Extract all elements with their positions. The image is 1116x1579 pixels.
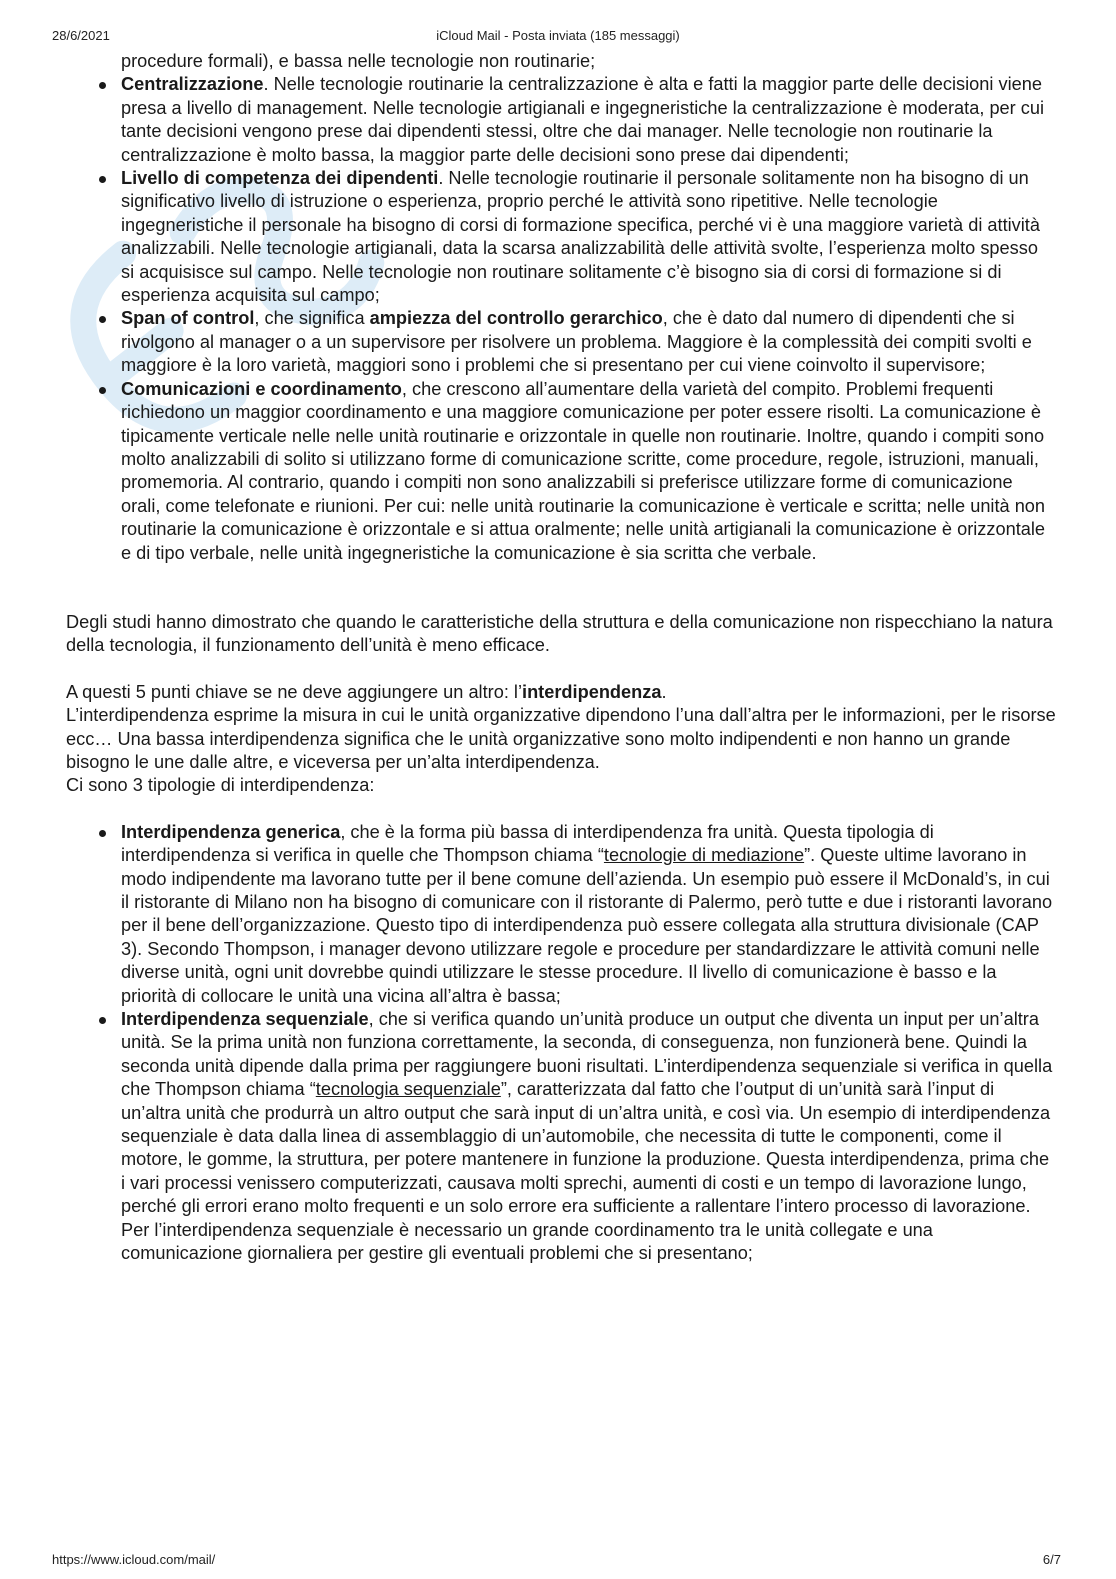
list-item xyxy=(66,821,1056,1008)
item-heading: Interdipendenza generica xyxy=(121,821,341,842)
footer-page-number: 6/7 xyxy=(1042,1552,1061,1567)
list-item xyxy=(66,73,1056,167)
paragraph-studi: Degli studi hanno dimostrato che quando le caratteristiche della struttura e della comunicazione non rispecchiano la natura della tecnologia, il funzionamento dell’unità è meno efficace. xyxy=(66,611,1053,656)
list-item xyxy=(66,1008,1056,1265)
bullet-list-characteristics xyxy=(66,73,1056,565)
bullet-list-interdependence xyxy=(66,821,1056,1266)
underlined-term: tecnologie di mediazione xyxy=(603,845,805,866)
item-text: , che è la forma più bassa di interdipendenza fra unità. Questa tipologia di interdipendenza si verifica in quelle che Thompson chiama “ xyxy=(121,821,934,866)
item-heading: Centralizzazione xyxy=(121,74,264,95)
item-text: , che crescono all’aumentare della varietà del compito. Problemi frequenti richiedono un maggior coordinamento e una maggiore comunicazione per poter essere risolti. La comunicazione è tipicamente verticale nelle nelle unità routinarie e orizzontale in quelle non routinarie. Inoltre, quando i compiti sono molto analizzabili di solito si utilizzano forme di comunicazione scritte, come procedure, regole, istruzioni, manuali, promemoria. Al contrario, quando i compiti non sono analizzabili si preferisce utilizzare forme di comunicazione orali, come telefonate e riunioni. Per cui: nelle unità routinarie la comunicazione è verticale e scritta; nelle unità non routinarie la comunicazione è orizzontale e si attua oralmente; nelle unità artigianali la comunicazione è orizzontale e di tipo verbale, nelle unità ingegneristiche la comunicazione è sia scritta che verbale. xyxy=(121,378,1046,563)
paragraph-punti: A questi 5 punti chiave se ne deve aggiungere un altro: l’interdipendenza. xyxy=(66,681,667,702)
item-text: ”. Queste ultime lavorano in modo indipendente ma lavorano tutte per il bene comune dell’azienda. Un esempio può essere il McDonald’s, in cui il ristorante di Milano non ha bisogno di comunicare con il ristorante di Palermo, però tutte e due i ristoranti lavorano per il bene dell’organizzazione. Questo tipo di interdipendenza può essere collegata alla struttura divisionale (CAP 3). Secondo Thompson, i manager devono utilizzare regole e procedure per standardizzare le attività comuni nelle diverse unità, ogni unit dovrebbe quindi utilizzare le stesse procedure. Il livello di comunicazione è basso e la priorità di collocare le unità una vicina all’altra è bassa; xyxy=(121,845,1053,1006)
item-text: ”, caratterizzata dal fatto che l’output di un’unità sarà l’input di un’altra unità che produrrà un altro output che sarà input di un’altra unità, e così via. Un esempio di interdipendenza sequenziale è data dalla linea di assemblaggio di un’automobile, che necessita di tutte le componenti, come il motore, le gomme, la struttura, per potere mantenere in funzione la produzione. Questa interdipendenza, prima che i vari processi venissero computerizzati, causava molti sprechi, aumenti di costi e un tempo di lavorazione lungo, perché gli errori erano molto frequenti e un solo errore era sufficiente a rallentare l’intero processo di lavorazione. Per l’interdipendenza sequenziale è necessario un grande coordinamento tra le unità collegate e una comunicazione giornaliera per gestire gli eventuali problemi che si presentano; xyxy=(121,1079,1051,1264)
item-emphasis: ampiezza del controllo gerarchico xyxy=(369,308,663,329)
list-item xyxy=(66,378,1056,565)
document-body xyxy=(66,50,1056,1266)
list-item xyxy=(66,167,1056,307)
item-text: , che si verifica quando un’unità produce un output che diventa un input per un’altra unità. Se la prima unità non funziona correttamente, la seconda, di conseguenza, non funzionerà bene. Quindi la seconda unità dipende dalla prima per raggiungere buoni risultati. L’interdipendenza sequenziale si verifica in quella che Thompson chiama “ xyxy=(121,1009,1053,1100)
item-heading: Interdipendenza sequenziale xyxy=(121,1009,369,1030)
item-heading: Span of control xyxy=(121,308,255,329)
header-title: iCloud Mail - Posta inviata (185 messaggi) xyxy=(436,28,680,43)
paragraph-tipologie: Ci sono 3 tipologie di interdipendenza: xyxy=(66,775,375,796)
term-interdipendenza: interdipendenza xyxy=(522,681,662,702)
continuation-line: procedure formali), e bassa nelle tecnologie non routinarie; xyxy=(121,51,596,71)
item-text: , che è dato dal numero di dipendenti che si rivolgono al manager o a un supervisore per risolvere un problema. Maggiore è la complessità dei compiti svolti e maggiore è la loro varietà, maggiori sono i problemi che si presentano per cui viene coinvolto il supervisore; xyxy=(121,308,1032,376)
header-date: 28/6/2021 xyxy=(52,28,110,43)
footer-url: https://www.icloud.com/mail/ xyxy=(52,1552,216,1567)
item-text: , che significa xyxy=(254,308,370,329)
item-heading: Comunicazioni e coordinamento xyxy=(121,378,402,399)
item-text: . Nelle tecnologie routinarie la centralizzazione è alta e fatti la maggior parte delle decisioni viene presa a livello di management. Nelle tecnologie artigianali e ingegneristiche la centralizzazione è moderata, per cui tante decisioni vengono prese dai dipendenti stessi, oltre che dai manager. Nelle tecnologie non routinarie la centralizzazione è molto bassa, la maggior parte delle decisioni sono prese dai dipendenti; xyxy=(121,74,1045,165)
list-item xyxy=(66,307,1056,377)
paragraph-definizione: L’interdipendenza esprime la misura in cui le unità organizzative dipendono l’una dall’altra per le informazioni, per le risorse ecc… Una bassa interdipendenza significa che le unità organizzative sono molto indipendenti e non hanno un grande bisogno le une dalle altre, e viceversa per un’alta interdipendenza. xyxy=(66,705,1056,772)
item-text: . Nelle tecnologie routinarie il personale solitamente non ha bisogno di un significativo livello di istruzione o esperienza, proprio perché le attività sono ripetitive. Nelle tecnologie ingegneristiche il personale ha bisogno di corsi di formazione specifica, perché vi è una maggiore varietà di attività analizzabili. Nelle tecnologie artigianali, data la scarsa analizzabilità delle attività svolte, l’esperienza molto spesso si acquisisce sul campo. Nelle tecnologie non routinare solitamente c’è bisogno sia di corsi di formazione si di esperienza acquisita sul campo; xyxy=(121,168,1040,306)
item-heading: Livello di competenza dei dipendenti xyxy=(121,168,439,189)
underlined-term: tecnologia sequenziale xyxy=(315,1079,501,1100)
